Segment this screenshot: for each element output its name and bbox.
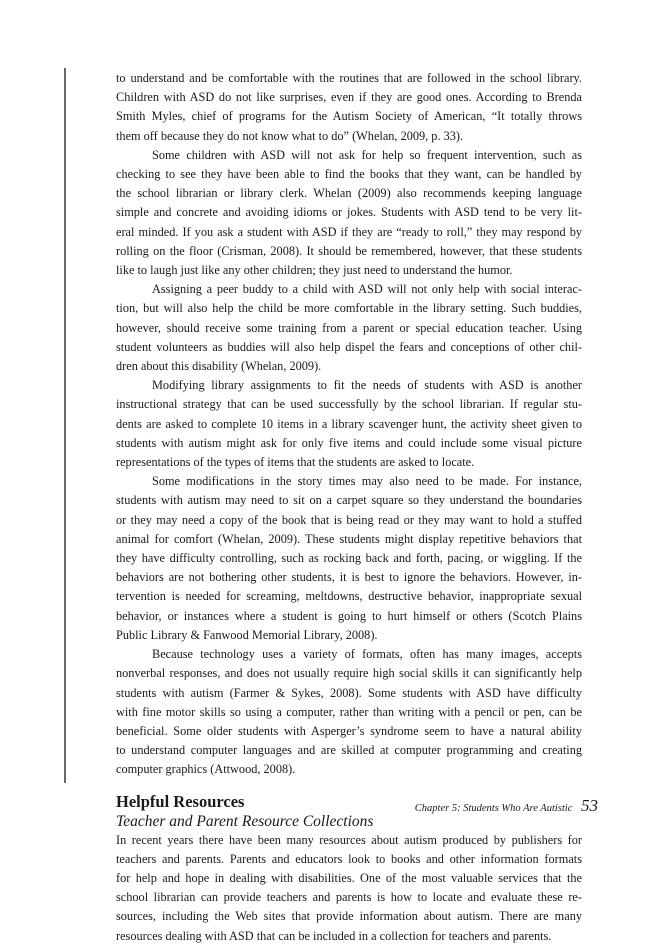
text-line: Modifying library assignments to fit the needs of students with ASD is another [152, 378, 582, 393]
text-line: In recent years there have been many resources about autism produced by publishers for [116, 832, 582, 847]
text-line: nonverbal responses, and does not usually require high social skills it can significantly help [116, 666, 582, 681]
text-line: Public Library & Fanwood Memorial Library, 2008). [116, 627, 378, 642]
text-line: rolling on the floor (Crisman, 2008). It should be remembered, however, that these students [116, 243, 582, 258]
text-line: they have difficulty controlling, such as rocking back and forth, pacing, or wiggling. If the [116, 551, 582, 566]
text-line: with fine motor skills so using a computer, rather than writing with a pencil or pen, can be [116, 704, 582, 719]
text-line: behavior, or instances where a student is going to hurt himself or others (Scotch Plains [116, 608, 582, 623]
paragraph [116, 376, 582, 472]
paragraph [116, 645, 582, 779]
text-line: tervention is needed for screaming, meltdowns, destructive behavior, inappropriate sexual [116, 589, 582, 604]
paragraph [116, 280, 582, 376]
text-line: teachers and parents. Parents and educators look to books and other information formats [116, 851, 582, 866]
text-line: behaviors are not bothering other students, it is best to ignore the behaviors. However, in- [116, 570, 582, 585]
text-line: sources, including the Web sites that provide information about autism. There are many [116, 909, 582, 924]
text-line: for help and hope in dealing with disabilities. One of the most valuable services that the [116, 870, 582, 885]
text-line: animal for comfort (Whelan, 2009). These students might display repetitive behaviors that [116, 531, 582, 546]
section-subheading: Teacher and Parent Resource Collections [116, 812, 374, 830]
paragraph [116, 831, 582, 946]
running-footer-chapter: Chapter 5: Students Who Are Autistic [414, 803, 573, 814]
text-line: to understand computer languages and are skilled at computer programming and creating [116, 743, 582, 758]
section-heading: Helpful Resources [116, 791, 245, 811]
text-line: Smith Myles, chief of programs for the Autism Society of American, “It totally throws [116, 109, 582, 124]
text-line: Children with ASD do not like surprises, even if they are good ones. According to Brenda [116, 90, 582, 105]
text-line: resources dealing with ASD that can be included in a collection for teachers and parents. [116, 928, 552, 943]
text-line: simple and concrete and avoiding idioms or jokes. Students with ASD tend to be very lit- [116, 205, 582, 220]
text-line: tion, but will also help the child be more comfortable in the library setting. Such buddies, [116, 301, 582, 316]
text-line: dren about this disability (Whelan, 2009). [116, 359, 322, 374]
text-line: students with autism may need to sit on a carpet square so they understand the boundaries [116, 493, 582, 508]
text-line: to understand and be comfortable with the routines that are followed in the school library. [116, 71, 582, 85]
text-line: like to laugh just like any other children; they just need to understand the humor. [116, 263, 513, 278]
text-line: eral minded. If you ask a student with ASD if they are “ready to roll,” they may respond by [116, 224, 582, 239]
text-line: school librarian can provide teachers and parents is how to locate and evaluate these re- [116, 890, 582, 905]
text-line: Some children with ASD will not ask for help so frequent intervention, such as [152, 147, 582, 162]
text-line: the school librarian or library clerk. Whelan (2009) also recommends keeping language [116, 186, 582, 201]
paragraph [116, 146, 582, 280]
text-line: students with autism (Farmer & Sykes, 2008). Some students with ASD have difficulty [116, 685, 582, 700]
page-footer [415, 796, 598, 816]
text-line: representations of the types of items that the students are asked to locate. [116, 455, 475, 470]
text-line: instructional strategy that can be used successfully by the school librarian. If regular stu- [116, 397, 582, 412]
text-line: student volunteers as buddies will also help dispel the fears and conceptions of other chil- [116, 339, 582, 354]
text-line: dents are asked to complete 10 items in a library scavenger hunt, the activity sheet given to [116, 416, 582, 431]
text-line: however, should receive some training from a parent or special education teacher. Using [116, 320, 582, 335]
page-number: 53 [581, 796, 598, 815]
text-line: computer graphics (Attwood, 2008). [116, 762, 296, 777]
paragraph [116, 69, 582, 146]
text-line: Because technology uses a variety of formats, often has many images, accepts [152, 647, 582, 662]
margin-rule [64, 68, 66, 783]
text-line: or they may need a copy of the book that is being read or they may want to hold a stuffed [116, 512, 582, 527]
text-line: Some modifications in the story times may also need to be made. For instance, [152, 474, 582, 489]
text-line: Assigning a peer buddy to a child with ASD will not only help with social interac- [152, 282, 582, 297]
text-line: them off because they do not know what to do” (Whelan, 2009, p. 33). [116, 128, 464, 143]
text-line: beneficial. Some older students with Asperger’s syndrome seem to have a natural ability [116, 723, 582, 738]
paragraph [116, 472, 582, 645]
text-line: students with autism might ask for only five items and could include some visual picture [116, 435, 582, 450]
text-line: checking to see they have been able to find the books that they want, can be handled by [116, 167, 582, 182]
